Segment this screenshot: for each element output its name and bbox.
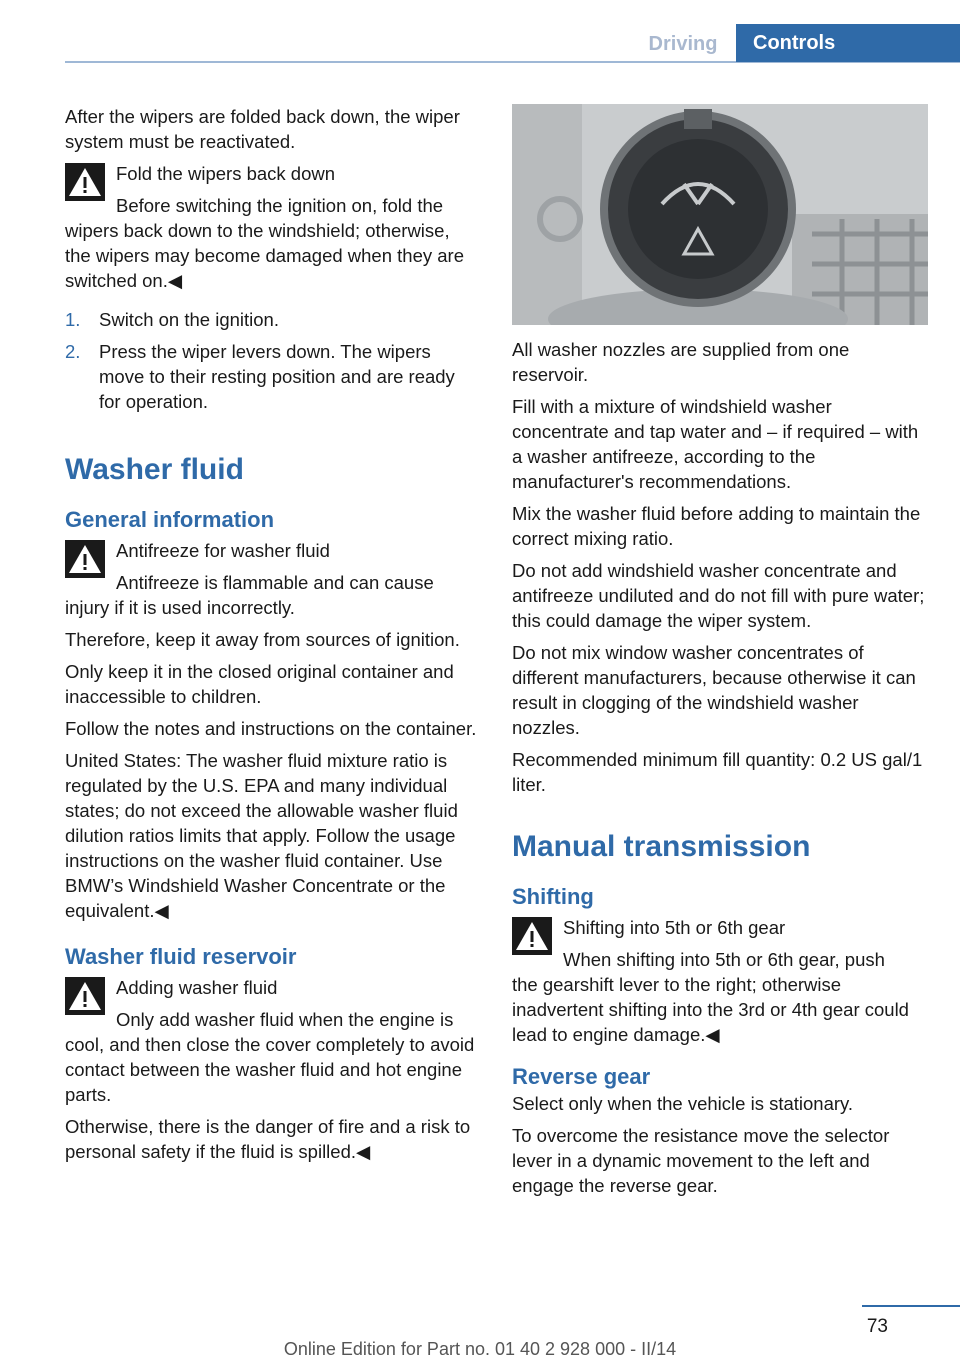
page-number: 73 — [866, 1316, 888, 1337]
heading-washer-fluid: Washer fluid — [65, 453, 244, 486]
step-number: 1. — [65, 309, 81, 330]
footer-rule — [862, 1305, 960, 1307]
intro-paragraph: After the wipers are folded back down, the wiper system must be reactivated. — [65, 106, 460, 152]
heading-general-information: General information — [65, 507, 275, 532]
paragraph-united-states: United States: The washer fluid mixture ratio is regulated by the U.S. EPA and many individual states; do not exceed the allowable washer fluid dilution ratios limits that apply. Follow the usage instructions on the washer fluid container. Use BMW’s Windshield Washer Concentrate or the equivalent.◀ — [65, 750, 458, 921]
warning-first-line: When shifting into 5th or 6th gear, push — [563, 949, 885, 970]
paragraph-follow: Follow the notes and instructions on the container. — [65, 718, 477, 739]
warning-first-line: Before switching the ignition on, fold the — [116, 195, 444, 216]
warning-fold-wipers — [65, 161, 479, 293]
paragraph-resistance: To overcome the resistance move the selector lever in a dynamic movement to the left and engage the reverse gear. — [512, 1125, 890, 1196]
washer-fluid-cap-photo — [512, 104, 928, 325]
warning-first-line: Antifreeze is flammable and can cause — [116, 572, 434, 593]
footer-edition: Online Edition for Part no. 01 40 2 928 000 - II/14 — [283, 1339, 677, 1359]
paragraph-therefore: Therefore, keep it away from sources of ignition. — [65, 629, 460, 650]
warning-shifting — [512, 915, 928, 1047]
step-item — [65, 339, 479, 414]
step-number: 2. — [65, 341, 81, 362]
steps-list — [65, 307, 479, 414]
warning-first-line: Only add washer fluid when the engine is — [116, 1009, 454, 1030]
tab-driving: Driving — [648, 33, 718, 55]
left-column — [65, 104, 479, 1171]
heading-reverse-gear: Reverse gear — [512, 1064, 651, 1089]
step-text: Switch on the ignition. — [99, 309, 279, 330]
paragraph-nozzles: All washer nozzles are supplied from one reservoir. — [512, 339, 850, 385]
warning-triangle-icon — [65, 977, 105, 1015]
paragraph-quantity: Recommended minimum fill quantity: 0.2 US gal/1 liter. — [512, 749, 923, 795]
warning-triangle-icon — [65, 540, 105, 578]
paragraph-do-not-mix: Do not mix window washer concentrates of different manufacturers, because otherwise it can result in clogging of the windshield washer nozzles. — [512, 642, 916, 738]
warning-title: Shifting into 5th or 6th gear — [563, 917, 786, 938]
heading-washer-fluid-reservoir: Washer fluid reservoir — [65, 944, 297, 969]
warning-body: cool, and then close the cover completely to avoid contact between the washer fluid and hot engine parts. — [65, 1034, 475, 1105]
paragraph-do-not-add: Do not add windshield washer concentrate and antifreeze undiluted and do not fill with pure water; this could damage the wiper system. — [512, 560, 925, 631]
tab-controls: Controls — [736, 24, 960, 62]
warning-body: wipers back down to the windshield; otherwise, the wipers may become damaged when they are switched on.◀ — [65, 220, 464, 291]
right-column — [512, 104, 928, 1205]
warning-body: the gearshift lever to the right; otherwise inadvertent shifting into the 3rd or 4th gear could lead to engine damage.◀ — [512, 974, 909, 1045]
heading-shifting: Shifting — [512, 884, 594, 909]
warning-title: Antifreeze for washer fluid — [116, 540, 330, 561]
heading-manual-transmission: Manual transmission — [512, 830, 811, 863]
warning-body: injury if it is used incorrectly. — [65, 597, 295, 618]
warning-adding-washer-fluid — [65, 975, 479, 1107]
warning-triangle-icon — [512, 917, 552, 955]
warning-title: Adding washer fluid — [116, 977, 278, 998]
paragraph-otherwise: Otherwise, there is the danger of fire and a risk to personal safety if the fluid is spilled.◀ — [65, 1116, 471, 1162]
paragraph-container: Only keep it in the closed original container and inaccessible to children. — [65, 661, 454, 707]
warning-title: Fold the wipers back down — [116, 163, 336, 184]
warning-antifreeze — [65, 538, 479, 620]
warning-triangle-icon — [65, 163, 105, 201]
step-item — [65, 307, 479, 332]
paragraph-mix: Mix the washer fluid before adding to maintain the correct mixing ratio. — [512, 503, 921, 549]
paragraph-stationary: Select only when the vehicle is stationary. — [512, 1093, 854, 1114]
paragraph-fill: Fill with a mixture of windshield washer concentrate and tap water and – if required – with a washer antifreeze, according to the manufacturer's recommendations. — [512, 396, 919, 492]
step-text: Press the wiper levers down. The wipers move to their resting position and are ready for operation. — [99, 341, 455, 412]
